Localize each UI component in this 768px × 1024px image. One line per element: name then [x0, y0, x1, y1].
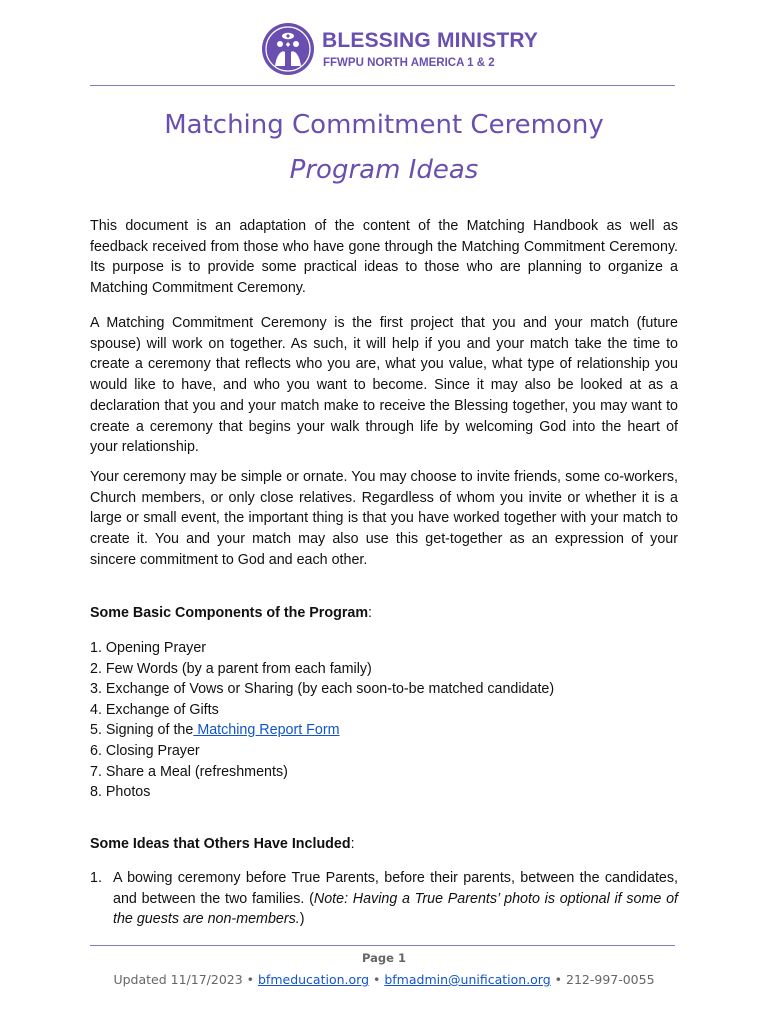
footer-separator: • [369, 972, 385, 987]
ceremony-style-paragraph: Your ceremony may be simple or ornate. You may choose to invite friends, some co-workers, Church members, or only close relatives. Regardless of whom you invite or whether it is a large or small event, the important thing is that you have worked together with your match to create it. You and your match may also use this get-together as an expression of your sincere commitment to God and each other. [90, 469, 678, 568]
header-divider [90, 85, 675, 86]
website-link[interactable]: bfmeducation.org [258, 972, 370, 987]
brand-subtitle: FFWPU NORTH AMERICA 1 & 2 [323, 57, 495, 69]
phone-number: • 212-997-0055 [550, 972, 655, 987]
document-footer [0, 972, 768, 987]
email-link[interactable]: bfmadmin@unification.org [384, 972, 551, 987]
components-heading [90, 605, 372, 621]
document-subtitle: Program Ideas [289, 155, 479, 185]
ideas-list [90, 868, 678, 930]
idea-text-end: ) [299, 911, 305, 928]
first-project-paragraph: A Matching Commitment Ceremony is the first project that you and your match (future spouse) will work on together. As such, it will help if you and your match take the time to create a ceremony that reflects who you are, what you value, what type of relationship you would like to have, and who you want to become. Since it may also be looked at as a declaration that you and your match make to receive the Blessing together, you may want to create a ceremony that begins your walk through life by welcoming God into the heart of your relationship. [90, 315, 678, 456]
brand-name: BLESSING MINISTRY [322, 29, 539, 52]
list-item-number: 1. [90, 870, 102, 886]
page-number: Page 1 [362, 951, 406, 965]
components-heading-colon: : [368, 605, 373, 621]
list-item: 4. Exchange of Gifts [90, 701, 219, 718]
list-item: 1. Opening Prayer [90, 640, 207, 656]
updated-date: Updated 11/17/2023 • [113, 972, 258, 987]
document-header [0, 20, 768, 80]
list-item: 3. Exchange of Vows or Sharing (by each soon-to-be matched candidate) [90, 681, 555, 698]
list-item-signing [90, 720, 554, 741]
list-item [90, 868, 678, 930]
list-item: 2. Few Words (by a parent from each family) [90, 660, 372, 677]
blessing-ministry-logo-icon [261, 22, 315, 76]
list-item: 7. Share a Meal (refreshments) [90, 763, 288, 780]
ideas-heading-colon: : [350, 836, 355, 852]
idea-note: Note: Having a True Parents’ photo is optional if some of the guests are non-members. [113, 890, 678, 928]
list-item: 8. Photos [90, 784, 151, 801]
list-item: 6. Closing Prayer [90, 742, 200, 759]
footer-divider [90, 945, 675, 946]
components-heading-text: Some Basic Components of the Program [90, 605, 369, 621]
ideas-heading [90, 836, 355, 852]
matching-report-form-link[interactable]: Matching Report Form [193, 722, 340, 739]
signing-item-text: 5. Signing of the [90, 722, 194, 739]
idea-text: A bowing ceremony before True Parents, before their parents, between the candidates, and between the two families. ( [113, 870, 678, 907]
intro-paragraph: This document is an adaptation of the content of the Matching Handbook as well as feedback received from those who have gone through the Matching Commitment Ceremony. Its purpose is to provide some practical ideas to those who are planning to organize a Matching Commitment Ceremony. [90, 218, 678, 297]
components-list [90, 638, 554, 803]
document-title: Matching Commitment Ceremony [164, 110, 604, 140]
ideas-heading-text: Some Ideas that Others Have Included [90, 836, 351, 852]
